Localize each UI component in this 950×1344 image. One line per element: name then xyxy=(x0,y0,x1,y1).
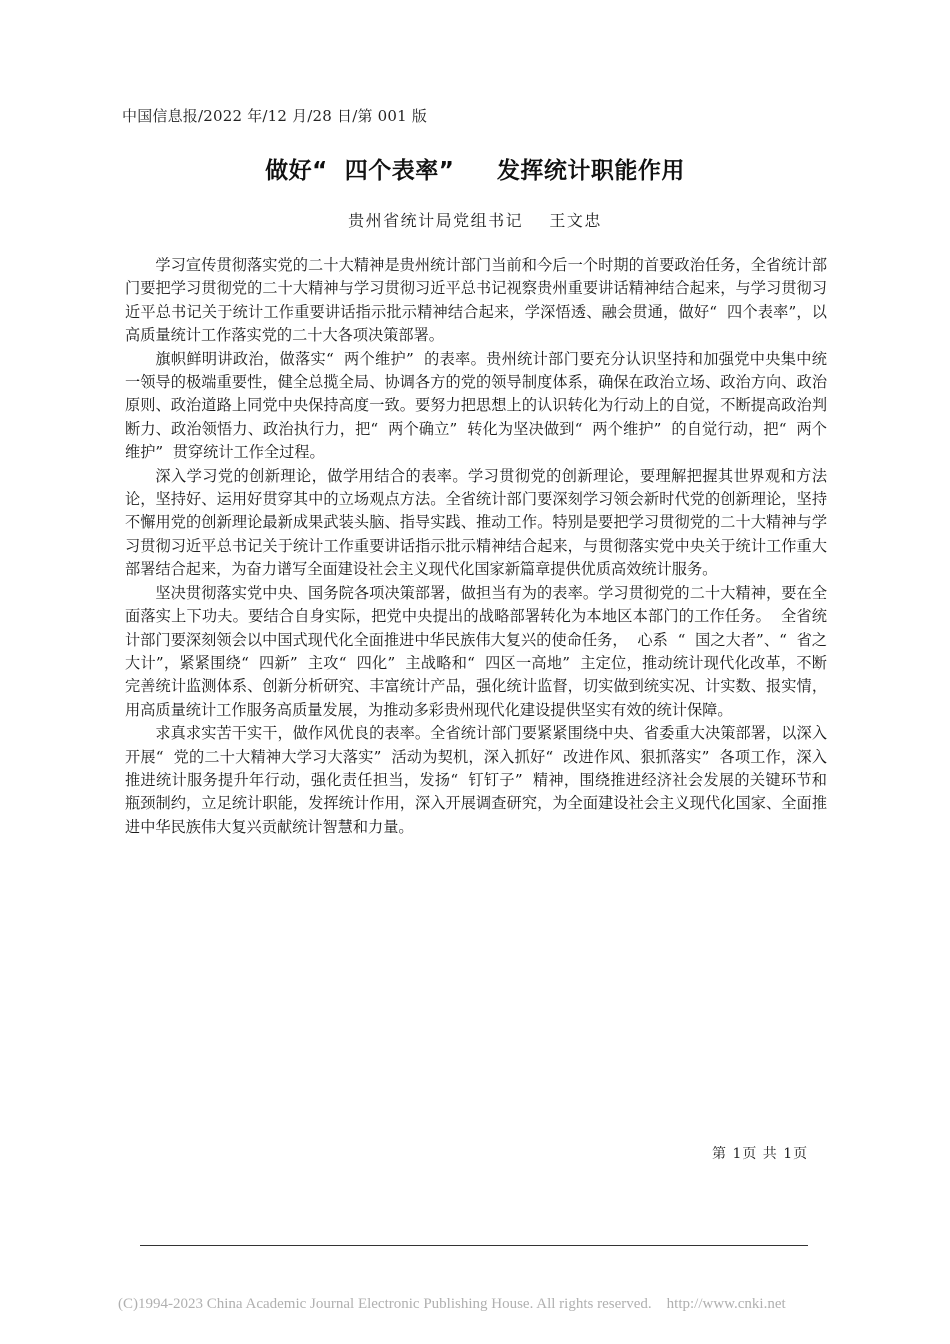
footer-divider xyxy=(140,1245,808,1246)
paragraph-5: 求真求实苦干实干，做作风优良的表率。全省统计部门要紧紧围绕中央、省委重大决策部署，以深入开展“ 党的二十大精神大学习大落实” 活动为契机，深入抓好“ 改进作风、狠抓落实” 各项工作，深入推进统计服务提升年行动，强化责任担当，发扬“ 钉钉子” 精神，围绕推进经济社会发展的关键环节和瓶颈制约，立足统计职能，发挥统计作用，深入开展调查研究，为全面建设社会主义现代化国家、全面推进中华民族伟大复兴贡献统计智慧和力量。 xyxy=(125,724,827,836)
paragraph-1: 学习宣传贯彻落实党的二十大精神是贵州统计部门当前和今后一个时期的首要政治任务，全省统计部门要把学习贯彻党的二十大精神与学习贯彻习近平总书记视察贵州重要讲话精神结合起来，与学习贯彻习近平总书记关于统计工作重要讲话指示批示精神结合起来，学深悟透、融会贯通，做好“ 四个表率”，以高质量统计工作落实党的二十大各项决策部署。 xyxy=(125,256,827,345)
paragraph-3: 深入学习党的创新理论，做学用结合的表率。学习贯彻党的创新理论，要理解把握其世界观和方法论，坚持好、运用好贯穿其中的立场观点方法。全省统计部门要深刻学习领会新时代党的创新理论，坚持不懈用党的创新理论最新成果武装头脑、指导实践、推动工作。特别是要把学习贯彻党的二十大精神与学习贯彻习近平总书记关于统计工作重要讲话指示批示精神结合起来，与贯彻落实党中央关于统计工作重大部署结合起来，为奋力谱写全面建设社会主义现代化国家新篇章提供优质高效统计服务。 xyxy=(125,466,827,579)
article-body xyxy=(125,254,827,839)
publication-source: 中国信息报/2022 年/12 月/28 日/第 001 版 xyxy=(122,107,428,125)
copyright-notice: (C)1994-2023 China Academic Journal Electronic Publishing House. All rights reserved. http://www.cnki.net xyxy=(118,1296,786,1312)
page-number: 第 1页 共 1页 xyxy=(712,1146,809,1162)
article-author: 贵州省统计局党组书记 王文忠 xyxy=(348,211,602,230)
article-title: 做好“ 四个表率” 发挥统计职能作用 xyxy=(265,158,685,184)
paragraph-2: 旗帜鲜明讲政治，做落实“ 两个维护” 的表率。贵州统计部门要充分认识坚持和加强党中央集中统一领导的极端重要性，健全总揽全局、协调各方的党的领导制度体系，确保在政治立场、政治方向、政治原则、政治道路上同党中央保持高度一致。要努力把思想上的认识转化为行动上的自觉，不断提高政治判断力、政治领悟力、政治执行力，把“ 两个确立” 转化为坚决做到“ 两个维护” 的自觉行动，把“ 两个维护” 贯穿统计工作全过程。 xyxy=(125,349,827,462)
paragraph-4: 坚决贯彻落实党中央、国务院各项决策部署，做担当有为的表率。学习贯彻党的二十大精神，要在全面落实上下功夫。要结合自身实际，把党中央提出的战略部署转化为本地区本部门的工作任务。 全省统计部门要深刻领会以中国式现代化全面推进中华民族伟大复兴的使命任务， 心系 “ 国之大者”、“ 省之大计”，紧紧围绕“ 四新” 主攻“ 四化” 主战略和“ 四区一高地” 主定位，推动统计现代化改革，不断完善统计监测体系、创新分析研究、丰富统计产品，强化统计监督，切实做到统实况、计实数、报实情，用高质量统计工作服务高质量发展，为推动多彩贵州现代化建设提供坚实有效的统计保障。 xyxy=(125,583,827,719)
